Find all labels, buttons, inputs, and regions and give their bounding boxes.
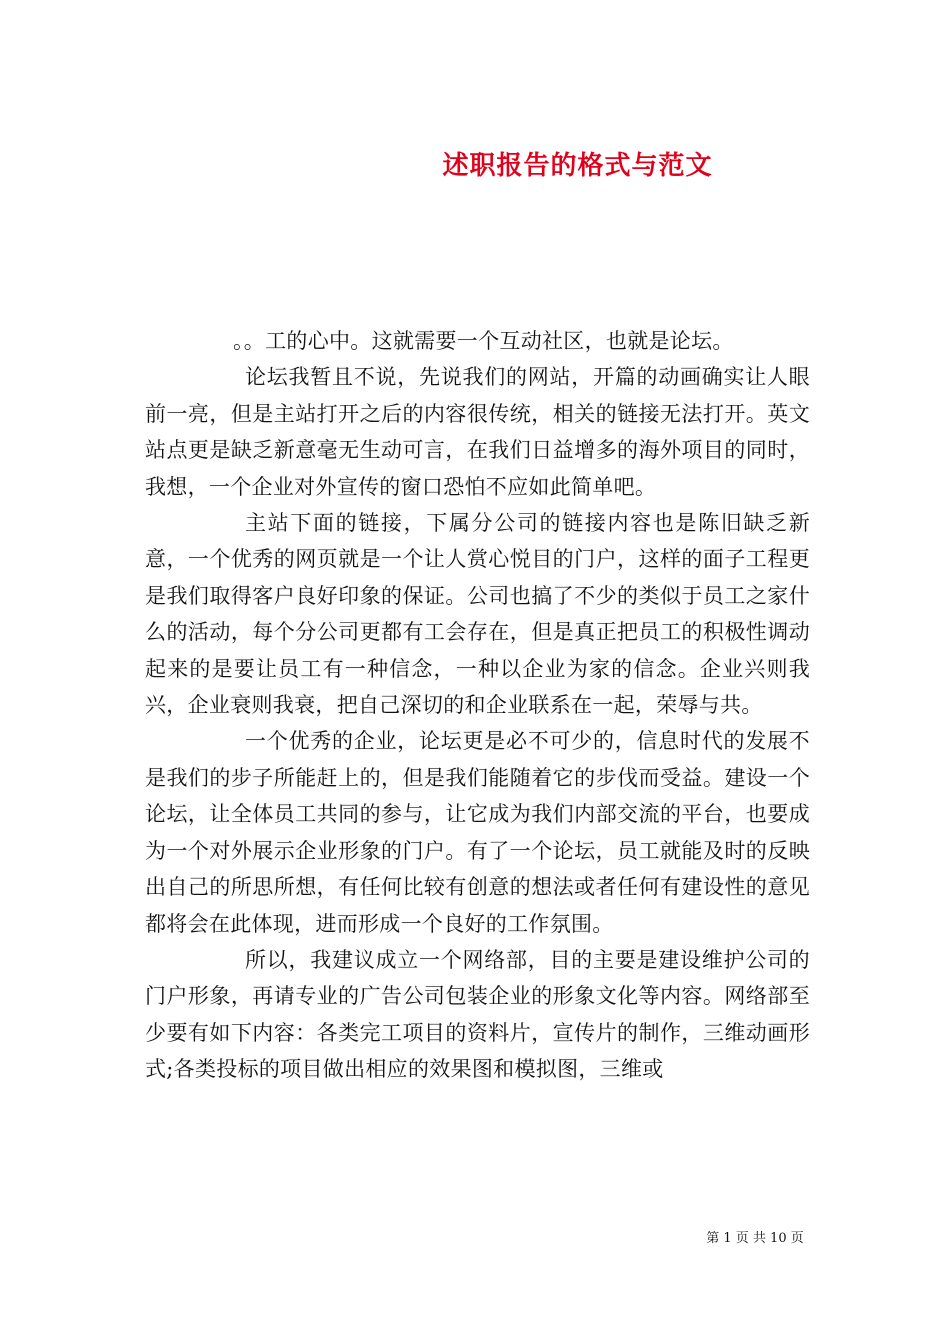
paragraph-2: 论坛我暂且不说，先说我们的网站，开篇的动画确实让人眼前一亮，但是主站打开之后的内容很传统，相关的链接无法打开。英文站点更是缺乏新意毫无生动可言，在我们日益增多的海外项目的同时，我想，一个企业对外宣传的窗口恐怕不应如此简单吧。 [145, 365, 810, 499]
page-footer: 第 1 页 共 10 页 [706, 1231, 804, 1246]
paragraph-5: 所以，我建议成立一个网络部，目的主要是建设维护公司的门户形象，再请专业的广告公司包装企业的形象文化等内容。网络部至少要有如下内容：各类完工项目的资料片，宣传片的制作，三维动画形式;各类投标的项目做出相应的效果图和模拟图，三维或 [145, 947, 810, 1082]
paragraph-1: 。。工的心中。这就需要一个互动社区，也就是论坛。 [233, 329, 734, 353]
document-body [145, 323, 810, 1088]
document-title: 述职报告的格式与范文 [442, 151, 713, 182]
paragraph-3: 主站下面的链接，下属分公司的链接内容也是陈旧缺乏新意，一个优秀的网页就是一个让人赏心悦目的门户，这样的面子工程更是我们取得客户良好印象的保证。公司也搞了不少的类似于员工之家什么的活动，每个分公司更都有工会存在，但是真正把员工的积极性调动起来的是要让员工有一种信念，一种以企业为家的信念。企业兴则我兴，企业衰则我衰，把自己深切的和企业联系在一起，荣辱与共。 [145, 511, 810, 718]
paragraph-4: 一个优秀的企业，论坛更是必不可少的，信息时代的发展不是我们的步子所能赶上的，但是我们能随着它的步伐而受益。建设一个论坛，让全体员工共同的参与，让它成为我们内部交流的平台，也要成为一个对外展示企业形象的门户。有了一个论坛，员工就能及时的反映出自己的所思所想，有任何比较有创意的想法或者任何有建设性的意见都将会在此体现，进而形成一个良好的工作氛围。 [145, 729, 810, 936]
